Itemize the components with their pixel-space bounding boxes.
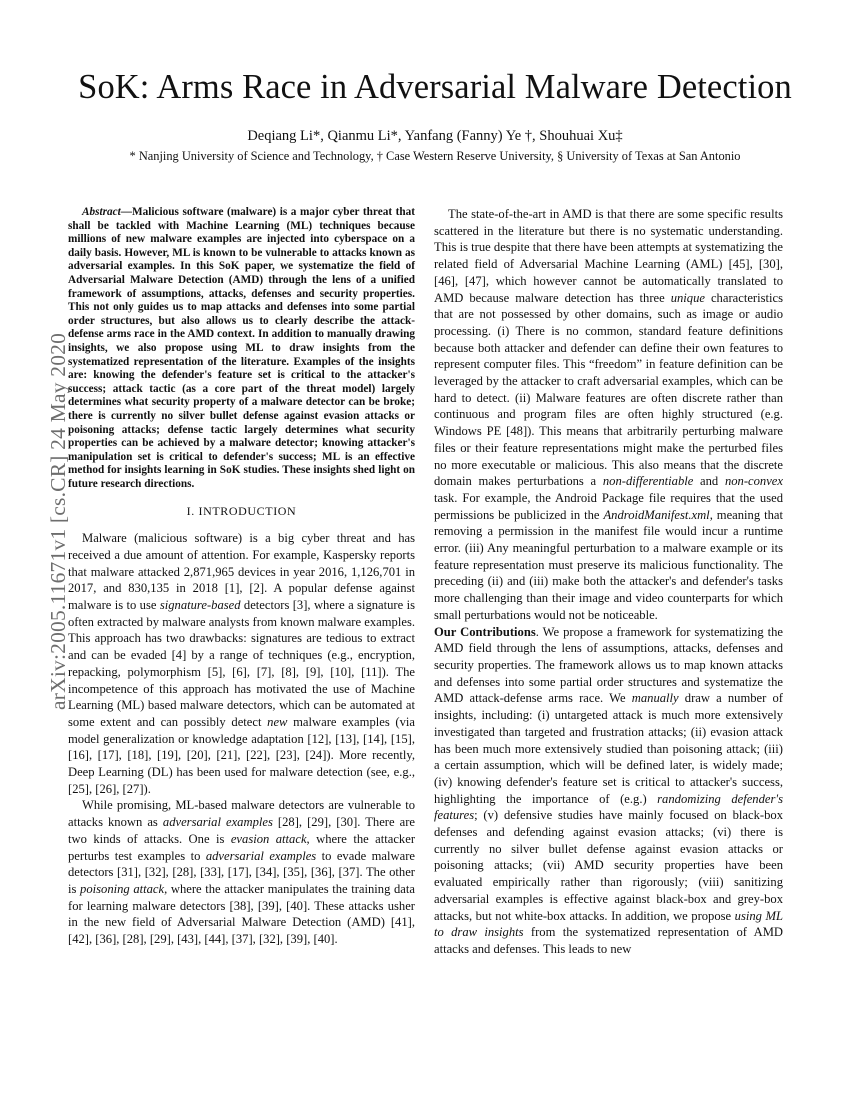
arxiv-identifier-stamp [6, 290, 70, 710]
abstract [68, 206, 415, 491]
section-heading-introduction: I. INTRODUCTION [186, 504, 297, 519]
intro-paragraph-3: The state-of-the-art in AMD is that there are some specific results scattered in the literature but there is no systematic understanding. This is true despite that there have been attempts at systematizing the related field of Adversarial Machine Learning (AML) [45], [30], [46], [47], which however cannot be automatically translated to AMD because malware detection has three unique characteristics that are not possessed by other domains, such as image or audio processing. (i) There is no common, standard feature definitions because both attacker and defender can define their own features to represent computer files. This “freedom” in feature definition can be leveraged by the attacker to craft adversarial examples, which can be hard to detect. (ii) Malware features are often discrete rather than continuous and program files are often highly structured (e.g. Windows PE [48]). This means that arbitrarily perturbing malware files or their feature representations might make the perturbed files no more executable or malicious. This also means that the discrete domain makes perturbations a non-differentiable and non-convex task. For example, the Android Package file requires that the used permissions be publicized in the AndroidManifest.xml, meaning that removing a permission in the manifest file would incur a runtime error. (iii) Any meaningful perturbation to a malware example or its feature representation must preserve its malicious functionality. The preceding (ii) and (iii) make both the attacker's and defender's tasks more challenging than their image and video counterparts for which small perturbations would not be noticeable. [434, 207, 783, 622]
author-list: Deqiang Li*, Qianmu Li*, Yanfang (Fanny) Ye †, Shouhuai Xu‡ [247, 128, 623, 144]
right-column [434, 206, 783, 958]
intro-paragraph-2: While promising, ML-based malware detectors are vulnerable to attacks known as adversarial examples [28], [29], [30]. There are two kinds of attacks. One is evasion attack, where the attacker perturbs test examples to adversarial examples to evade malware detectors [31], [32], [28], [33], [17], [34], [35], [36], [37]. The other is poisoning attack, where the attacker manipulates the training data for learning malware detectors [38], [39], [40]. These attacks usher in the new field of Adversarial Malware Detection (AMD) [41], [42], [36], [28], [29], [43], [44], [37], [32], [39], [40]. [68, 798, 416, 947]
left-column [68, 206, 415, 948]
intro-paragraph-1: Malware (malicious software) is a big cyber threat and has received a due amount of attention. For example, Kaspersky reports that malware attacked 2,871,965 devices in year 2016, 1,126,701 in 2017, and 830,135 in 2018 [1], [2]. A popular defense against malware is to use signature-based detectors [3], where a signature is often extracted by malware analysts from known malware examples. This approach has two drawbacks: signatures are tedious to extract and can be evaded [4] by a range of techniques (e.g., encryption, repacking, polymorphism [5], [6], [7], [8], [9], [10], [11]). The incompetence of this approach has motivated the use of Machine Learning (ML) based malware detectors, which can be automated at some extent and can possibly detect new malware examples (via model generalization or knowledge adaptation [12], [13], [14], [15], [16], [17], [18], [19], [20], [21], [22], [23], [24]). More recently, Deep Learning (DL) has been used for malware detection (see, e.g., [25], [26], [27]). [68, 531, 415, 796]
affiliations: * Nanjing University of Science and Technology, † Case Western Reserve University, § University of Texas at San Antonio [129, 149, 741, 163]
contributions-heading: Our Contributions [434, 624, 536, 639]
paper-title: SoK: Arms Race in Adversarial Malware Detection [78, 68, 792, 106]
contributions-paragraph: Our Contributions. We propose a framework for systematizing the AMD field through the lens of assumptions, attacks, defenses and security properties. The framework allows us to map known attacks and defenses into some partial order structures and systematize the AMD attack-defense arms race. We manually draw a number of insights, including: (i) untargeted attack is much more extensively investigated than targeted and frustration attacks; (ii) evasion attack has been much more extensively studied than poisoning attack; (iii) a certain assumption, which will be defined later, is widely made; (iv) knowing defender's feature set is critical to attacker's success, highlighting the importance of (e.g.) randomizing defender's features; (v) defensive studies have mainly focused on black-box defenses and defending against evasion attacks; (vi) there is currently no silver bullet defense against evasion attacks or poisoning attacks; (vii) AMD security properties have been evaluated empirically rather than rigorously; (viii) sanitizing adversarial examples is effective against black-box and grey-box attacks, but not white-box attacks. In addition, we propose using ML to draw insights from the systematized representation of AMD attacks and defenses. This leads to new [434, 624, 783, 956]
arxiv-identifier: arXiv:2005.11671v1 [cs.CR] 24 May 2020 [46, 332, 70, 710]
abstract-label: Abstract [82, 206, 121, 218]
abstract-text: —Malicious software (malware) is a major cyber threat that shall be tackled with Machine Learning (ML) techniques because millions of new malware examples are injected into cyberspace on a daily basis. However, ML is known to be vulnerable to attacks known as adversarial examples. In this SoK paper, we systematize the field of Adversarial Malware Detection (AMD) through the lens of a unified framework of assumptions, attacks, defenses and security properties. This not only guides us to map attacks and defenses into some partial order structures, but also allows us to clearly describe the attack-defense arms race in the AMD context. In addition to manually drawing insights, we also propose using ML to draw insights from the systematized representation of the literature. Examples of the insights are: knowing the defender's feature set is critical to the attacker's success; attack tactic (as a core part of the threat model) largely determines what security property of a malware detector can be broke; there is currently no silver bullet defense against evasion attacks or poisoning attacks; defense tactic largely determines what security properties can be achieved by a malware detector; knowing attacker's manipulation set is critical to defender's success; ML is an effective method for insights learning in SoK studies. These insights shed light on future research directions. [68, 206, 415, 490]
